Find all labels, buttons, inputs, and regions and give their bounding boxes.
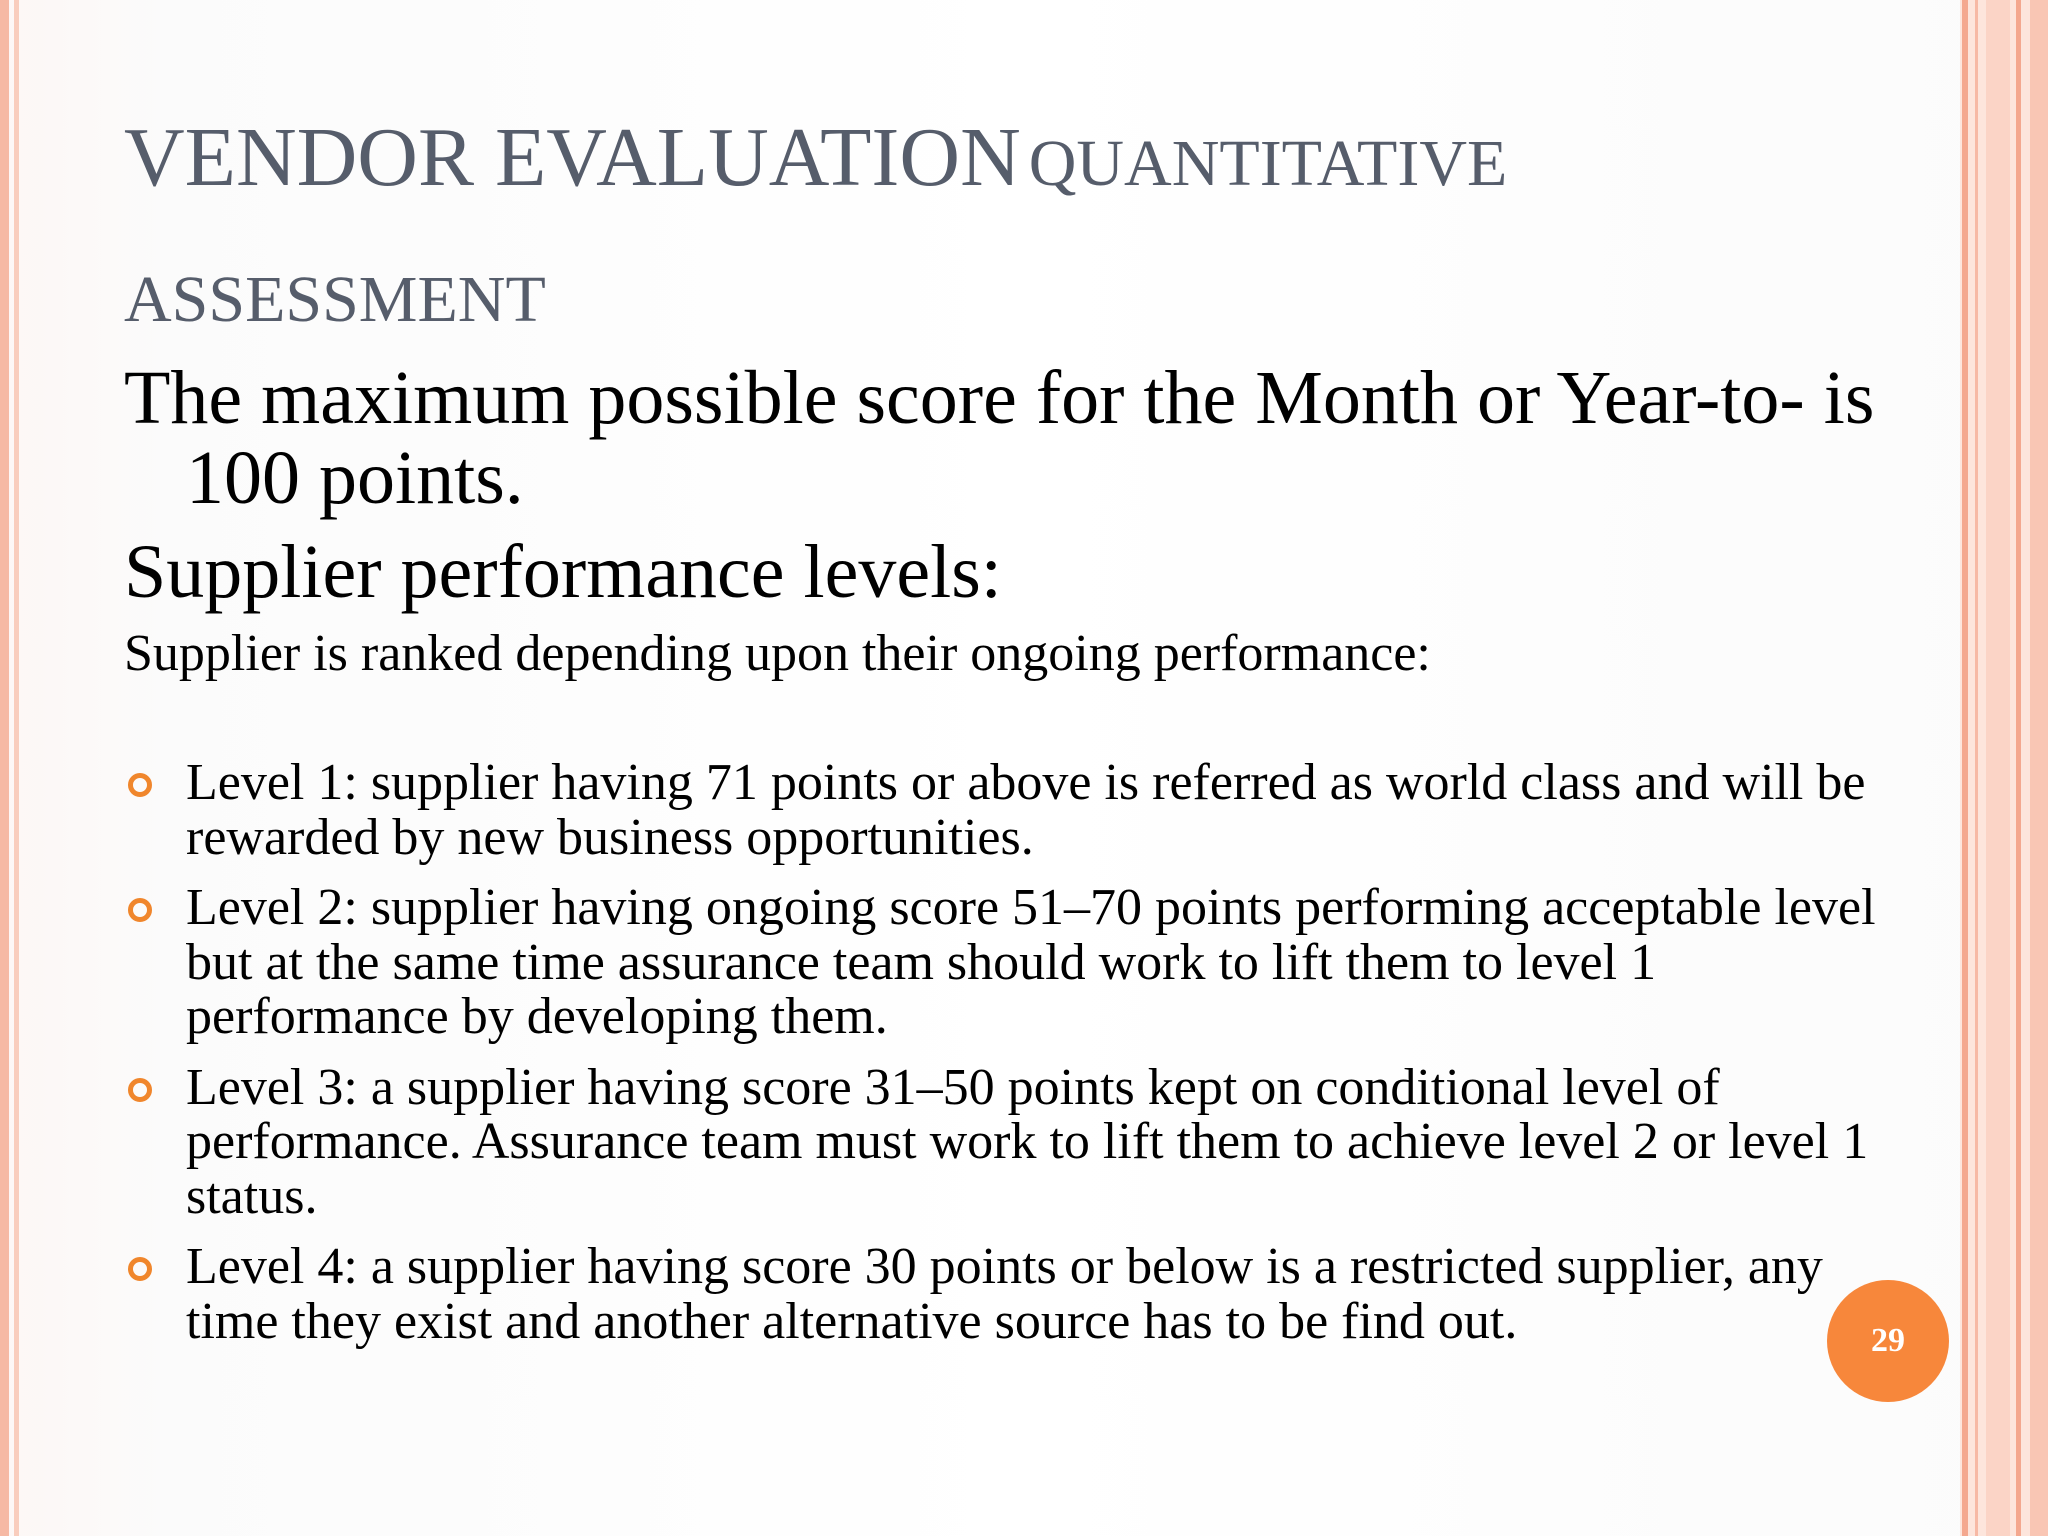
- left-decorative-stripe: [0, 0, 9, 1536]
- hollow-circle-bullet-icon: [128, 773, 152, 797]
- slide-title: [124, 95, 1904, 373]
- title-small-caps-word: QUANTITATIVE: [1028, 127, 1508, 200]
- right-decorative-line: [1962, 0, 1968, 1536]
- page-number-badge: 29: [1827, 1280, 1949, 1402]
- right-decorative-line: [2030, 0, 2048, 1536]
- performance-levels-list: [124, 756, 1884, 1365]
- title-small-caps-word-2: ASSESSMENT: [124, 263, 546, 336]
- right-decorative-line: [1986, 0, 2010, 1536]
- title-main-words: VENDOR EVALUATION: [124, 111, 1021, 204]
- hollow-circle-bullet-icon: [128, 1257, 152, 1281]
- right-decorative-line: [1975, 0, 1978, 1536]
- left-decorative-stripe-thin: [14, 0, 19, 1536]
- lead-sentence: Supplier is ranked depending upon their ongoing performance:: [124, 625, 1431, 682]
- right-decorative-line: [2016, 0, 2021, 1536]
- hollow-circle-bullet-icon: [128, 1078, 152, 1102]
- list-item: [124, 881, 1884, 1045]
- hollow-circle-bullet-icon: [128, 898, 152, 922]
- intro-statement: The maximum possible score for the Month or Year-to- is 100 points.: [124, 356, 1875, 520]
- list-item-text: Level 1: supplier having 71 points or above is referred as world class and will be rewarded by new business opportunities.: [186, 754, 1866, 866]
- subheading: Supplier performance levels:: [124, 530, 1002, 614]
- list-item-text: Level 3: a supplier having score 31–50 points kept on conditional level of performance. Assurance team must work to lift them to achieve level 2 or level 1 status.: [186, 1058, 1869, 1225]
- list-item: [124, 756, 1884, 865]
- list-item-text: Level 2: supplier having ongoing score 51–70 points performing acceptable level but at the same time assurance team should work to lift them to level 1 performance by developing them.: [186, 879, 1876, 1045]
- list-item: [124, 1058, 1884, 1225]
- list-item: [124, 1240, 1884, 1349]
- list-item-text: Level 4: a supplier having score 30 points or below is a restricted supplier, any time they exist and another alternative source has to be find out.: [186, 1238, 1823, 1350]
